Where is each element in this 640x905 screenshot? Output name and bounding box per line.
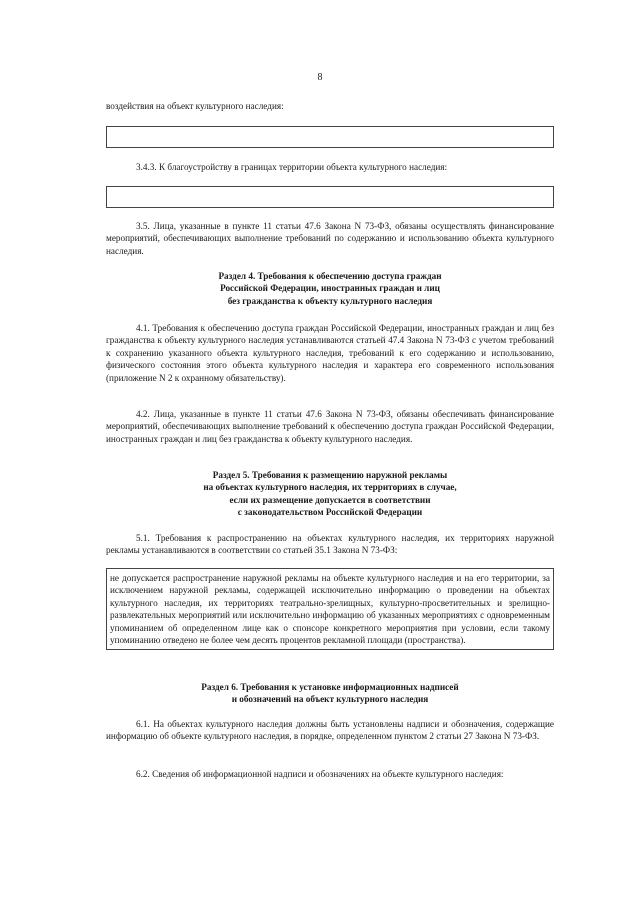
empty-field-box-improvement — [106, 186, 554, 208]
section-5-title: Раздел 5. Требования к размещению наружной рекламы на объектах культурного наследия, их территориях в случае, если их размещение допускается в соответствии с законодательством Российской Федерации — [203, 470, 457, 518]
paragraph-3-5: 3.5. Лица, указанные в пункте 11 статьи 47.6 Закона N 73-ФЗ, обязаны осуществлять финансирование мероприятий, обеспечивающих выполнение требований по содержанию и использованию объекта культурного наследия. — [106, 221, 554, 256]
empty-field-box-impact — [106, 126, 554, 148]
paragraph-6-1: 6.1. На объектах культурного наследия должны быть установлены надписи и обозначения, содержащие информацию об объекте культурного наследия, в порядке, определенном пунктом 2 статьи 27 Закона N 73-ФЗ. — [106, 719, 554, 742]
paragraph-3-4-3: 3.4.3. К благоустройству в границах территории объекта культурного наследия: — [136, 162, 448, 172]
section-6-title: Раздел 6. Требования к установке информационных надписей и обозначений на объект культурного наследия — [201, 682, 459, 705]
intro-line: воздействия на объект культурного наследия: — [106, 101, 284, 111]
section-4-title: Раздел 4. Требования к обеспечению доступа граждан Российской Федерации, иностранных граждан и лиц без гражданства к объекту культурного наследия — [218, 271, 442, 306]
page-number: 8 — [317, 72, 323, 83]
paragraph-6-2: 6.2. Сведения об информационной надписи и обозначениях на объекте культурного наследия: — [136, 769, 504, 779]
paragraph-4-2: 4.2. Лица, указанные в пункте 11 статьи 47.6 Закона N 73-ФЗ, обязаны обеспечивать финансирование мероприятий, обеспечивающих выполнение требований к обеспечению доступа граждан Российской Федерации, иностранных граждан и лиц без гражданства к объекту культурного наследия. — [106, 409, 554, 444]
paragraph-4-1: 4.1. Требования к обеспечению доступа граждан Российской Федерации, иностранных граждан и лиц без гражданства к объекту культурного наследия устанавливаются статьей 47.4 Закона N 73-ФЗ с учетом требований к сохранению указанного объекта культурного наследия, требований к его содержанию и использованию, физического состояния этого объекта культурного наследия и характера его современного использования (приложение N 2 к охранному обязательству). — [106, 323, 554, 383]
advertising-requirements-box: не допускается распространение наружной рекламы на объекте культурного наследия и на его территории, за исключением наружной рекламы, содержащей исключительно информацию о проведении на объектах культурного наследия, их территориях театрально-зрелищных, культурно-просветительных и зрелищно-развлекательных мероприятий или исключительно информацию об указанных мероприятиях с одновременным упоминанием об определенном лице как о спонсоре конкретного мероприятия при условии, если такому упоминанию отведено не более чем десять процентов рекламной площади (пространства). — [106, 568, 554, 650]
paragraph-5-1: 5.1. Требования к распространению на объектах культурного наследия, их территориях наружной рекламы устанавливаются в соответствии со статьей 35.1 Закона N 73-ФЗ: — [106, 533, 554, 556]
